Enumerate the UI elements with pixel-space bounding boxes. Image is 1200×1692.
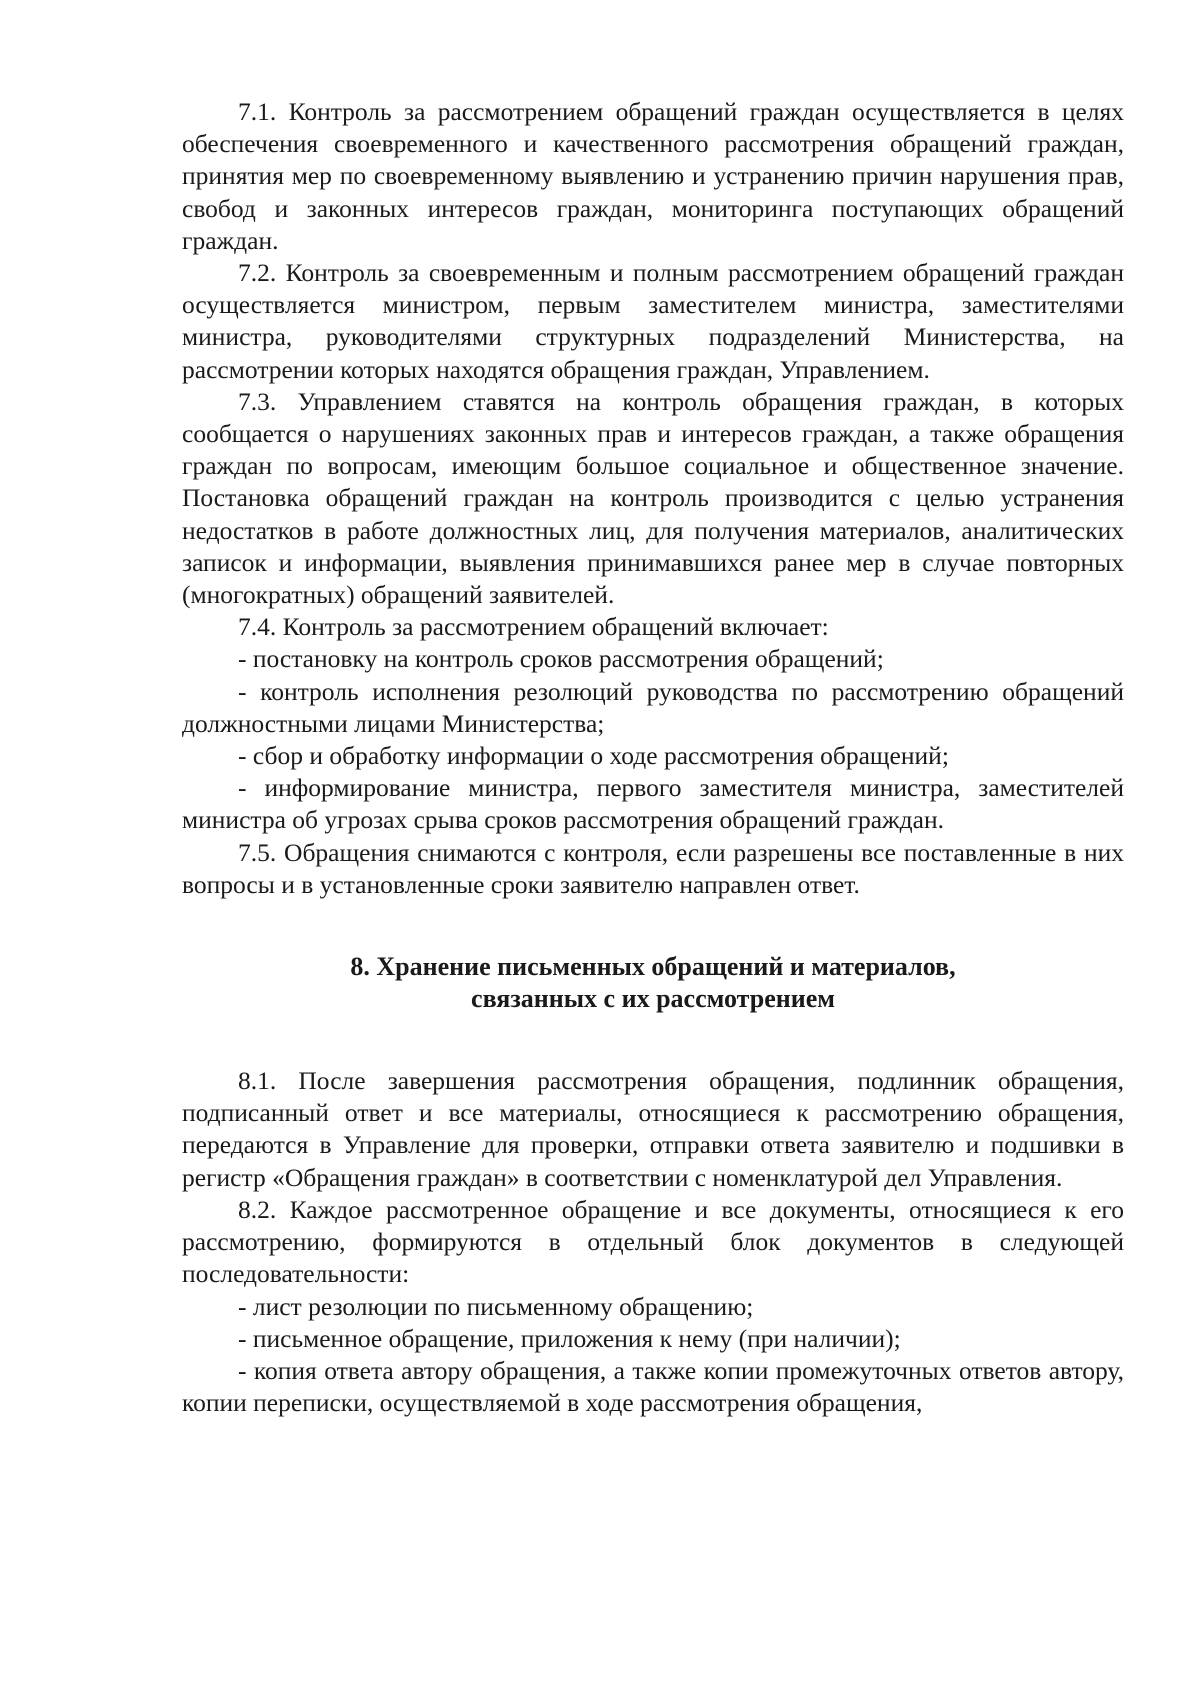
list-item-resolution-sheet: - лист резолюции по письменному обращению; — [238, 1291, 754, 1321]
paragraph-7-3: 7.3. Управлением ставятся на контроль обращения граждан, в которых сообщается о нарушениях законных прав и интересов граждан, а также обращения граждан по вопросам, имеющим большое социальное и общественное значение. Постановка обращений граждан на контроль производится с целью устранения недостатков в работе должностных лиц, для получения материалов, аналитических записок и информации, выявления принимавшихся ранее мер в случае повторных (многократных) обращений заявителей. — [182, 386, 1124, 610]
document-page — [182, 96, 1124, 1419]
list-item-information-collection: - сбор и обработку информации о ходе рассмотрения обращений; — [238, 741, 949, 771]
paragraph-7-5: 7.5. Обращения снимаются с контроля, если разрешены все поставленные в них вопросы и в установленные сроки заявителю направлен ответ. — [182, 837, 1124, 899]
list-item-resolution-control: - контроль исполнения резолюций руководства по рассмотрению обращений должностными лицами Министерства; — [182, 676, 1124, 738]
section-8-heading-line-1: 8. Хранение письменных обращений и материалов, — [350, 952, 956, 982]
list-item-reply-copy: - копия ответа автору обращения, а также копии промежуточных ответов автору, копии переписки, осуществляемой в ходе рассмотрения обращения, — [182, 1355, 1124, 1418]
list-item-informing-minister: - информирование министра, первого заместителя министра, заместителей министра об угрозах срыва сроков рассмотрения обращений граждан. — [182, 773, 1124, 835]
list-item-deadline-control: - постановку на контроль сроков рассмотрения обращений; — [238, 644, 884, 674]
section-8-heading — [182, 951, 1124, 1015]
section-8-heading-line-2: связанных с их рассмотрением — [471, 984, 835, 1014]
list-item-written-appeal: - письменное обращение, приложения к нему (при наличии); — [238, 1323, 901, 1353]
paragraph-7-1: 7.1. Контроль за рассмотрением обращений граждан осуществляется в целях обеспечения своевременного и качественного рассмотрения обращений граждан, принятия мер по своевременному выявлению и устранению причин нарушения прав, свобод и законных интересов граждан, мониторинга поступающих обращений граждан. — [182, 97, 1124, 255]
paragraph-7-4: 7.4. Контроль за рассмотрением обращений включает: — [238, 612, 829, 642]
paragraph-8-2: 8.2. Каждое рассмотренное обращение и все документы, относящиеся к его рассмотрению, формируются в отдельный блок документов в следующей последовательности: — [182, 1194, 1124, 1289]
paragraph-8-1: 8.1. После завершения рассмотрения обращения, подлинник обращения, подписанный ответ и все материалы, относящиеся к рассмотрению обращения, передаются в Управление для проверки, отправки ответа заявителю и подшивки в регистр «Обращения граждан» в соответствии с номенклатурой дел Управления. — [182, 1066, 1124, 1192]
paragraph-7-2: 7.2. Контроль за своевременным и полным рассмотрением обращений граждан осуществляется министром, первым заместителем министра, заместителями министра, руководителями структурных подразделений Министерства, на рассмотрении которых находятся обращения граждан, Управлением. — [182, 258, 1124, 384]
